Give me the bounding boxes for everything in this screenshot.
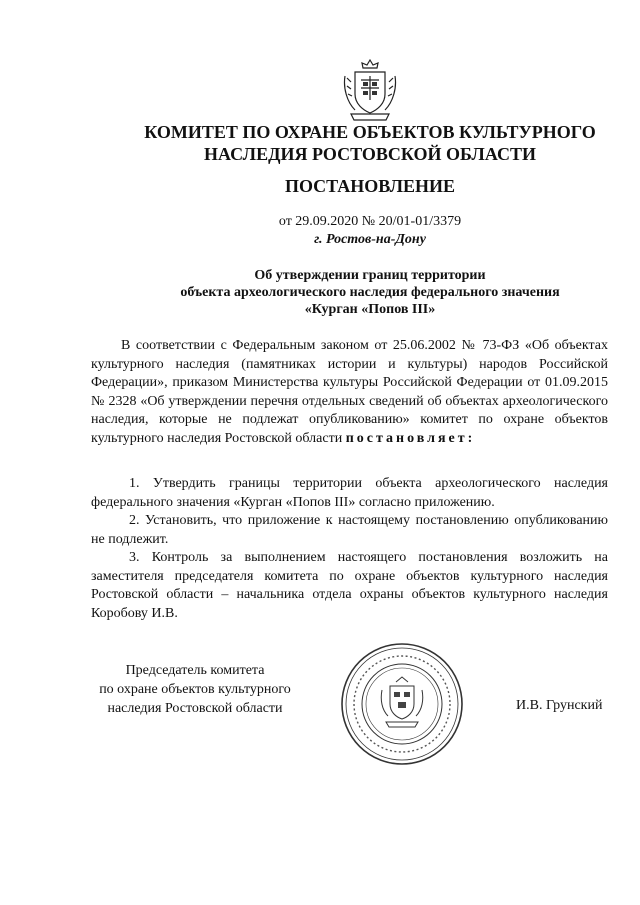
org-line-2: НАСЛЕДИЯ РОСТОВСКОЙ ОБЛАСТИ xyxy=(204,144,536,164)
preamble-paragraph xyxy=(91,337,608,448)
subject-line-1: Об утверждении границ территории xyxy=(254,268,486,283)
resolution-item-1: 1. Утвердить границы территории объекта археологического наследия федерального значения «Курган «Попов III» согласно приложению. xyxy=(91,476,608,510)
signatory-title xyxy=(92,661,298,718)
signatory-title-line-2: по охране объектов культурного xyxy=(99,682,291,697)
resolution-item-2: 2. Установить, что приложение к настоящему постановлению опубликованию не подлежит. xyxy=(91,513,608,547)
resolves-word: постановляет: xyxy=(345,430,476,446)
subject-line-3: «Курган «Попов III» xyxy=(304,302,436,317)
document-city: г. Ростов-на-Дону xyxy=(314,232,426,247)
official-seal-icon xyxy=(338,640,466,768)
resolution-item-3: 3. Контроль за выполнением настоящего постановления возложить на заместителя председателя комитета по охране объектов культурного наследия Ростовской области – начальника отдела охраны объектов культурного наследия Коробову И.В. xyxy=(91,550,608,621)
resolution-items xyxy=(91,475,608,623)
signatory-name: И.В. Грунский xyxy=(516,698,603,713)
document-type: ПОСТАНОВЛЕНИЕ xyxy=(284,176,456,196)
document-subject xyxy=(90,267,640,318)
preamble-text: В соответствии с Федеральным законом от 25.06.2002 № 73-ФЗ «Об объектах культурного наследия (памятниках истории и культуры) народов Российской Федерации», приказом Министерства культуры Российской Федерации от 01.09.2015 № 2328 «Об утверждении перечня отдельных сведений об объектах археологического наследия, которые не подлежат опубликованию» комитет по охране объектов культурного наследия Ростовской области xyxy=(91,338,608,446)
signatory-title-line-3: наследия Ростовской области xyxy=(107,701,283,716)
subject-line-2: объекта археологического наследия федерального значения xyxy=(180,285,560,300)
coat-of-arms-icon xyxy=(341,58,399,124)
document-date-number: от 29.09.2020 № 20/01-01/3379 xyxy=(278,214,462,229)
org-line-1: КОМИТЕТ ПО ОХРАНЕ ОБЪЕКТОВ КУЛЬТУРНОГО xyxy=(144,122,596,142)
signatory-title-line-1: Председатель комитета xyxy=(125,663,265,678)
organization-name xyxy=(90,121,640,165)
